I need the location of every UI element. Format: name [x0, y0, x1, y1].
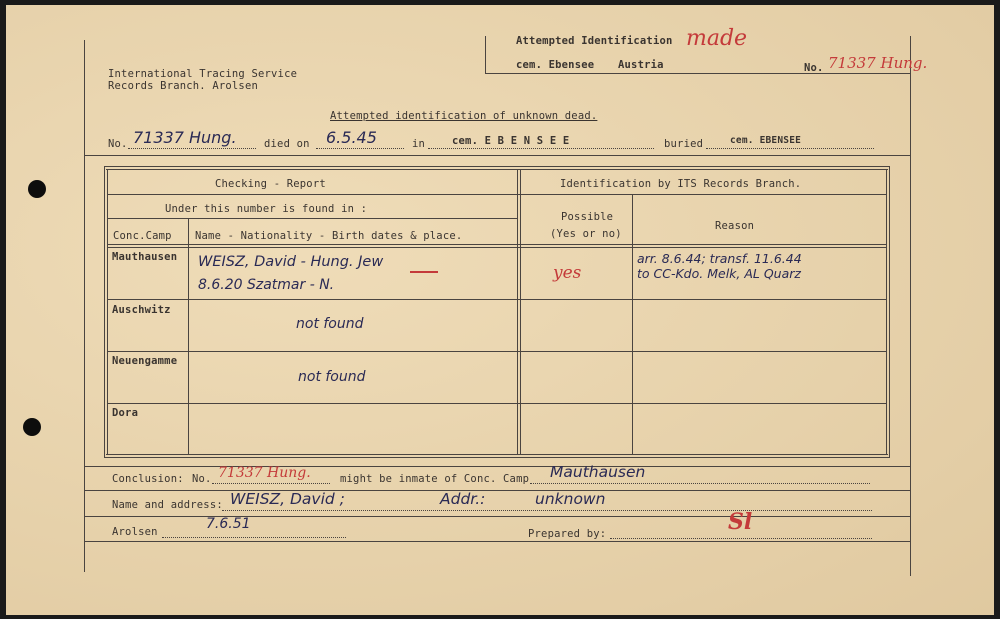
row-reason-line2: to CC-Kdo. Melk, AL Quarz [637, 266, 801, 281]
table-top-border [104, 166, 890, 167]
row-auschwitz-result: not found [296, 316, 364, 332]
in-value: cem. E B E N S E E [452, 135, 570, 147]
col-divider-reason [632, 195, 633, 455]
box-title: Attempted Identification [516, 35, 673, 47]
form-no-label: No. [108, 138, 128, 150]
section-divider [517, 169, 518, 455]
org-line-2: Records Branch. Arolsen [108, 80, 258, 92]
name-top-rule [84, 490, 910, 491]
addr-value: unknown [535, 490, 606, 508]
died-dotline [316, 148, 404, 149]
conclusion-top-rule [84, 466, 910, 467]
conclusion-camp-value: Mauthausen [550, 463, 646, 481]
buried-value: cem. EBENSEE [730, 135, 802, 146]
checking-header: Checking - Report [215, 178, 326, 190]
row-neuengamme-result: not found [298, 369, 366, 385]
died-label: died on [264, 138, 310, 150]
col-name-header: Name - Nationality - Birth dates & place. [195, 230, 463, 242]
col-divider-camp [188, 218, 189, 455]
row-possible-yes: yes [553, 263, 582, 283]
row-name-line1: WEISZ, David - Hung. Jew [198, 254, 384, 270]
date-dotline [162, 537, 346, 538]
buried-dotline [706, 148, 874, 149]
conclusion-no-dotline [212, 483, 330, 484]
table-right-border-inner [886, 169, 887, 455]
table-right-border [889, 166, 890, 458]
row-camp-auschwitz: Auschwitz [112, 304, 171, 316]
box-country: Austria [618, 59, 664, 71]
box-status-stamp: made [686, 26, 748, 51]
right-frame-line [910, 36, 911, 576]
table-bottom-border [104, 457, 890, 458]
ident-header: Identification by ITS Records Branch. [560, 178, 802, 190]
header-rule-1 [107, 194, 887, 195]
row-rule-3 [107, 403, 887, 404]
prepared-dotline [610, 538, 872, 539]
table-top-border-inner [106, 169, 888, 170]
punch-hole-top [28, 180, 46, 198]
box-left-border [485, 36, 486, 74]
box-bottom-border [485, 73, 910, 74]
form-no-dotline [128, 148, 256, 149]
row-camp-neuengamme: Neuengamme [112, 355, 178, 367]
row-reason-line1: arr. 8.6.44; transf. 11.6.44 [637, 251, 802, 266]
col-possible-header-2: (Yes or no) [550, 228, 622, 240]
col-reason-header: Reason [715, 220, 755, 232]
form-separator [84, 155, 910, 156]
in-label: in [412, 138, 426, 150]
form-no-value: 71337 Hung. [133, 128, 237, 147]
row-rule-2 [107, 351, 887, 352]
buried-label: buried [664, 138, 704, 150]
conclusion-camp-dotline [530, 483, 870, 484]
box-cemetery: cem. Ebensee [516, 59, 595, 71]
bottom-rule [84, 541, 910, 542]
prepared-initials: Sl [728, 509, 753, 535]
form-title: Attempted identification of unknown dead. [330, 110, 598, 122]
name-address-label: Name and address: [112, 499, 223, 511]
table-bottom-border-inner [106, 454, 888, 455]
arolsen-label: Arolsen [112, 526, 158, 538]
header-rule-2 [107, 218, 518, 219]
conclusion-mid-text: might be inmate of Conc. Camp [340, 473, 530, 485]
conclusion-no-label: No. [192, 473, 212, 485]
row-name-line2: 8.6.20 Szatmar - N. [198, 277, 335, 293]
table-left-border [104, 166, 105, 458]
prepared-label: Prepared by: [528, 528, 607, 540]
row-camp-dora: Dora [112, 407, 139, 419]
left-frame-line [84, 40, 85, 572]
header-rule-3b [107, 247, 887, 248]
box-no-value: 71337 Hung. [828, 54, 928, 72]
punch-hole-bottom [23, 418, 41, 436]
col-possible-header-1: Possible [561, 211, 614, 223]
row-camp-mauthausen: Mauthausen [112, 251, 178, 263]
conclusion-label: Conclusion: [112, 473, 184, 485]
conclusion-no-value: 71337 Hung. [218, 465, 311, 481]
in-dotline [428, 148, 654, 149]
section-divider-inner [520, 169, 521, 455]
row-rule-1 [107, 299, 887, 300]
table-left-border-inner [107, 169, 108, 455]
name-address-dotline [222, 510, 872, 511]
org-line-1: International Tracing Service [108, 68, 298, 80]
died-value: 6.5.45 [326, 128, 377, 147]
header-rule-3 [107, 244, 887, 245]
col-camp-header: Conc.Camp [113, 230, 172, 242]
under-number: Under this number is found in : [165, 203, 368, 215]
name-value: WEISZ, David ; [230, 490, 345, 508]
box-no-label: No. [804, 62, 824, 74]
date-value: 7.6.51 [206, 516, 251, 532]
addr-label: Addr.: [440, 490, 486, 508]
hung-underline [410, 271, 438, 273]
